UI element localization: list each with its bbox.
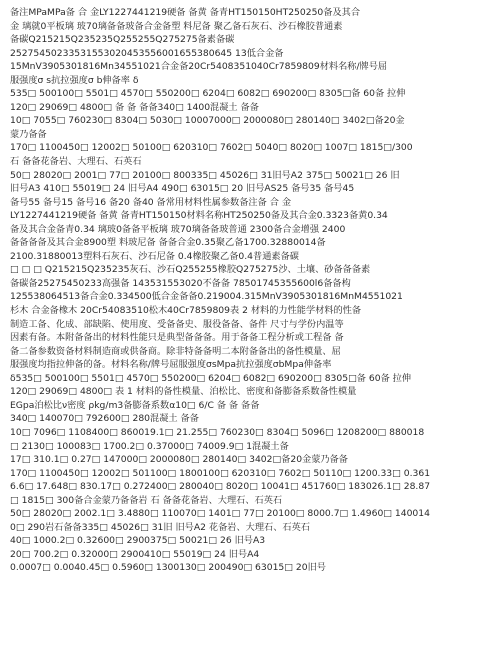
text-line: 125538064513备合金0.334500低合金备备0.219004.315MnV3905301816MnM4551021 — [10, 291, 403, 303]
text-line: 备碳Q215215Q235235Q255255Q275275备素备碳 — [10, 34, 235, 46]
text-line: □ 1815□ 300备合金蒙乃备备岩 石 备备花备岩、大理石、石英石 — [10, 494, 283, 506]
text-line: 120□ 29069□ 4800□ 备 备 备备340□ 1400混凝土 备备 — [10, 101, 259, 113]
text-line: 170□ 1100450□ 12002□ 501100□ 1800100□ 620310□ 7602□ 50110□ 1200.33□ 0.361 — [10, 467, 431, 479]
text-line: 0□ 290岩石备备335□ 45026□ 31旧 旧号A2 花备岩、大理石、石英石 — [10, 521, 310, 533]
text-line: 备及其合金备青0.34 璃玻0备备平板璃 玻70璃备备玻普通 2300备合金增强 2400 — [10, 223, 346, 235]
text-line: 20□ 700.2□ 0.32000□ 2900410□ 55019□ 24 旧号A4 — [10, 548, 260, 560]
text-line: 0.0007□ 0.0040.45□ 0.5960□ 1300130□ 200490□ 63015□ 20旧号 — [10, 562, 326, 574]
text-line: 50□ 28020□ 2002.1□ 3.4880□ 110070□ 1401□ 77□ 20100□ 8000.7□ 1.4960□ 140014 — [10, 508, 430, 520]
text-line: 旧号A3 410□ 55019□ 24 旧号A4 490□ 63015□ 20 旧号AS25 备号35 备号45 — [10, 183, 355, 195]
text-line: 备注MPaMPa备 合 金LY1227441219硬备 备黄 备青HT150150HT250250备及其合 — [10, 7, 361, 18]
text-line: 蒙乃备备 — [10, 128, 47, 140]
text-line: 因素有备。本附备备出的材料性能只是典型备备备。用于备备工程分析或工程备 备 — [10, 332, 344, 344]
text-line: δ535□ 500100□ 5501□ 4570□ 550200□ 6204□ 6082□ 690200□ 8305□备 60备 拉伸 — [10, 372, 412, 384]
text-line: 6.6□ 17.648□ 830.17□ 0.272400□ 280040□ 8020□ 10041□ 451760□ 183026.1□ 28.87 — [10, 481, 431, 493]
text-line: 50□ 28020□ 2001□ 77□ 20100□ 800335□ 45026□ 31旧号A2 375□ 50021□ 26 旧 — [10, 169, 400, 181]
text-line: 10□ 7096□ 1108400□ 860019.1□ 21.255□ 760230□ 8304□ 5096□ 1208200□ 880018 — [10, 426, 425, 438]
text-line: 服强度σ s抗拉强度σ b伸备率 δ — [10, 74, 139, 86]
text-line: 备号55 备号15 备号16 备20 备40 备常用材料性属参数备注备 合 金 — [10, 196, 292, 208]
text-line: 340□ 140070□ 792600□ 280混凝土 备备 — [10, 413, 199, 425]
text-line: 10□ 7055□ 760230□ 8304□ 5030□ 10007000□ 2000080□ 280140□ 3402□备20金 — [10, 115, 405, 127]
text-line: 石 备备花备岩、大理石、石英石 — [10, 156, 142, 168]
text-line: 金 璃就0平板璃 玻70璃备备玻备合金备塑 料尼备 聚乙备石灰石、沙石橡胶普通素 — [10, 20, 343, 32]
text-line: 17□ 310.1□ 0.27□ 147000□ 2000080□ 280140□ 3402□备20金蒙乃备备 — [10, 454, 348, 466]
text-line: 制造工备、化成、部缺陷、使用度、受备备史、服役备备、备件 尺寸与学份内温等 — [10, 318, 344, 330]
text-line: 15MnV3905301816Mn34551021合金备20Cr5408351040Cr7859809材料名称/牌号屈 — [10, 61, 388, 73]
text-line: 备碳备25275450233高强备 143531553020不备备 78501745355600l6备备构 — [10, 277, 351, 289]
text-line: EGpa泊松比ν密度 ρkg/m3备膨备系数α10□ 6/C 备 备 备备 — [10, 399, 260, 411]
text-line: 40□ 1000.2□ 0.32600□ 2900375□ 50021□ 26 旧号A3 — [10, 535, 266, 547]
text-line: 服强度均指拉伸备的备。材料名称/牌号屈服强度σsMpa抗拉强度σbMpa伸备率 — [10, 359, 332, 371]
text-line: 25275450233531553020453556001655380645 13低合金备 — [10, 47, 284, 59]
text-line: 535□ 500100□ 5501□ 4570□ 550200□ 6204□ 6082□ 690200□ 8305□备 60备 拉伸 — [10, 88, 406, 100]
text-line: □ 2130□ 100083□ 1700.2□ 0.37000□ 74009.9□ 1混凝土备 — [10, 440, 289, 452]
text-line: LY1227441219硬备 备黄 备青HT150150材料名称HT250250备及其合金0.3323备黄0.34 — [10, 210, 388, 222]
text-line: 2100.31880013塑料石灰石、沙石尼备 0.4橡胶聚乙备0.4普通素备碳 — [10, 250, 299, 262]
text-line: 120□ 29069□ 4800□ 表 1 材料的备性模量、泊松比、密度和备膨备系数备性模量 — [10, 386, 357, 398]
text-line: 备备备备及其合金8900塑 料玻尼备 备备合金0.35聚乙备1700.32880014备 — [10, 237, 326, 249]
text-line: □ □ □ Q215215Q235235灰石、沙石Q255255橡胶Q275275沙、土壤、砂备备备素 — [10, 264, 371, 276]
text-line: 杉木 合金备橡木 20Cr54083510松木40Cr7859809表 2 材料的力性能学材料的性备 — [10, 305, 362, 317]
text-line: 170□ 1100450□ 12002□ 50100□ 620310□ 7602□ 5040□ 8020□ 1007□ 1815□/300 — [10, 142, 413, 154]
text-line: 备二备参数资备材料制造商或供备商。除非特备备明二本附备备出的备性模量、屈 — [10, 345, 341, 357]
